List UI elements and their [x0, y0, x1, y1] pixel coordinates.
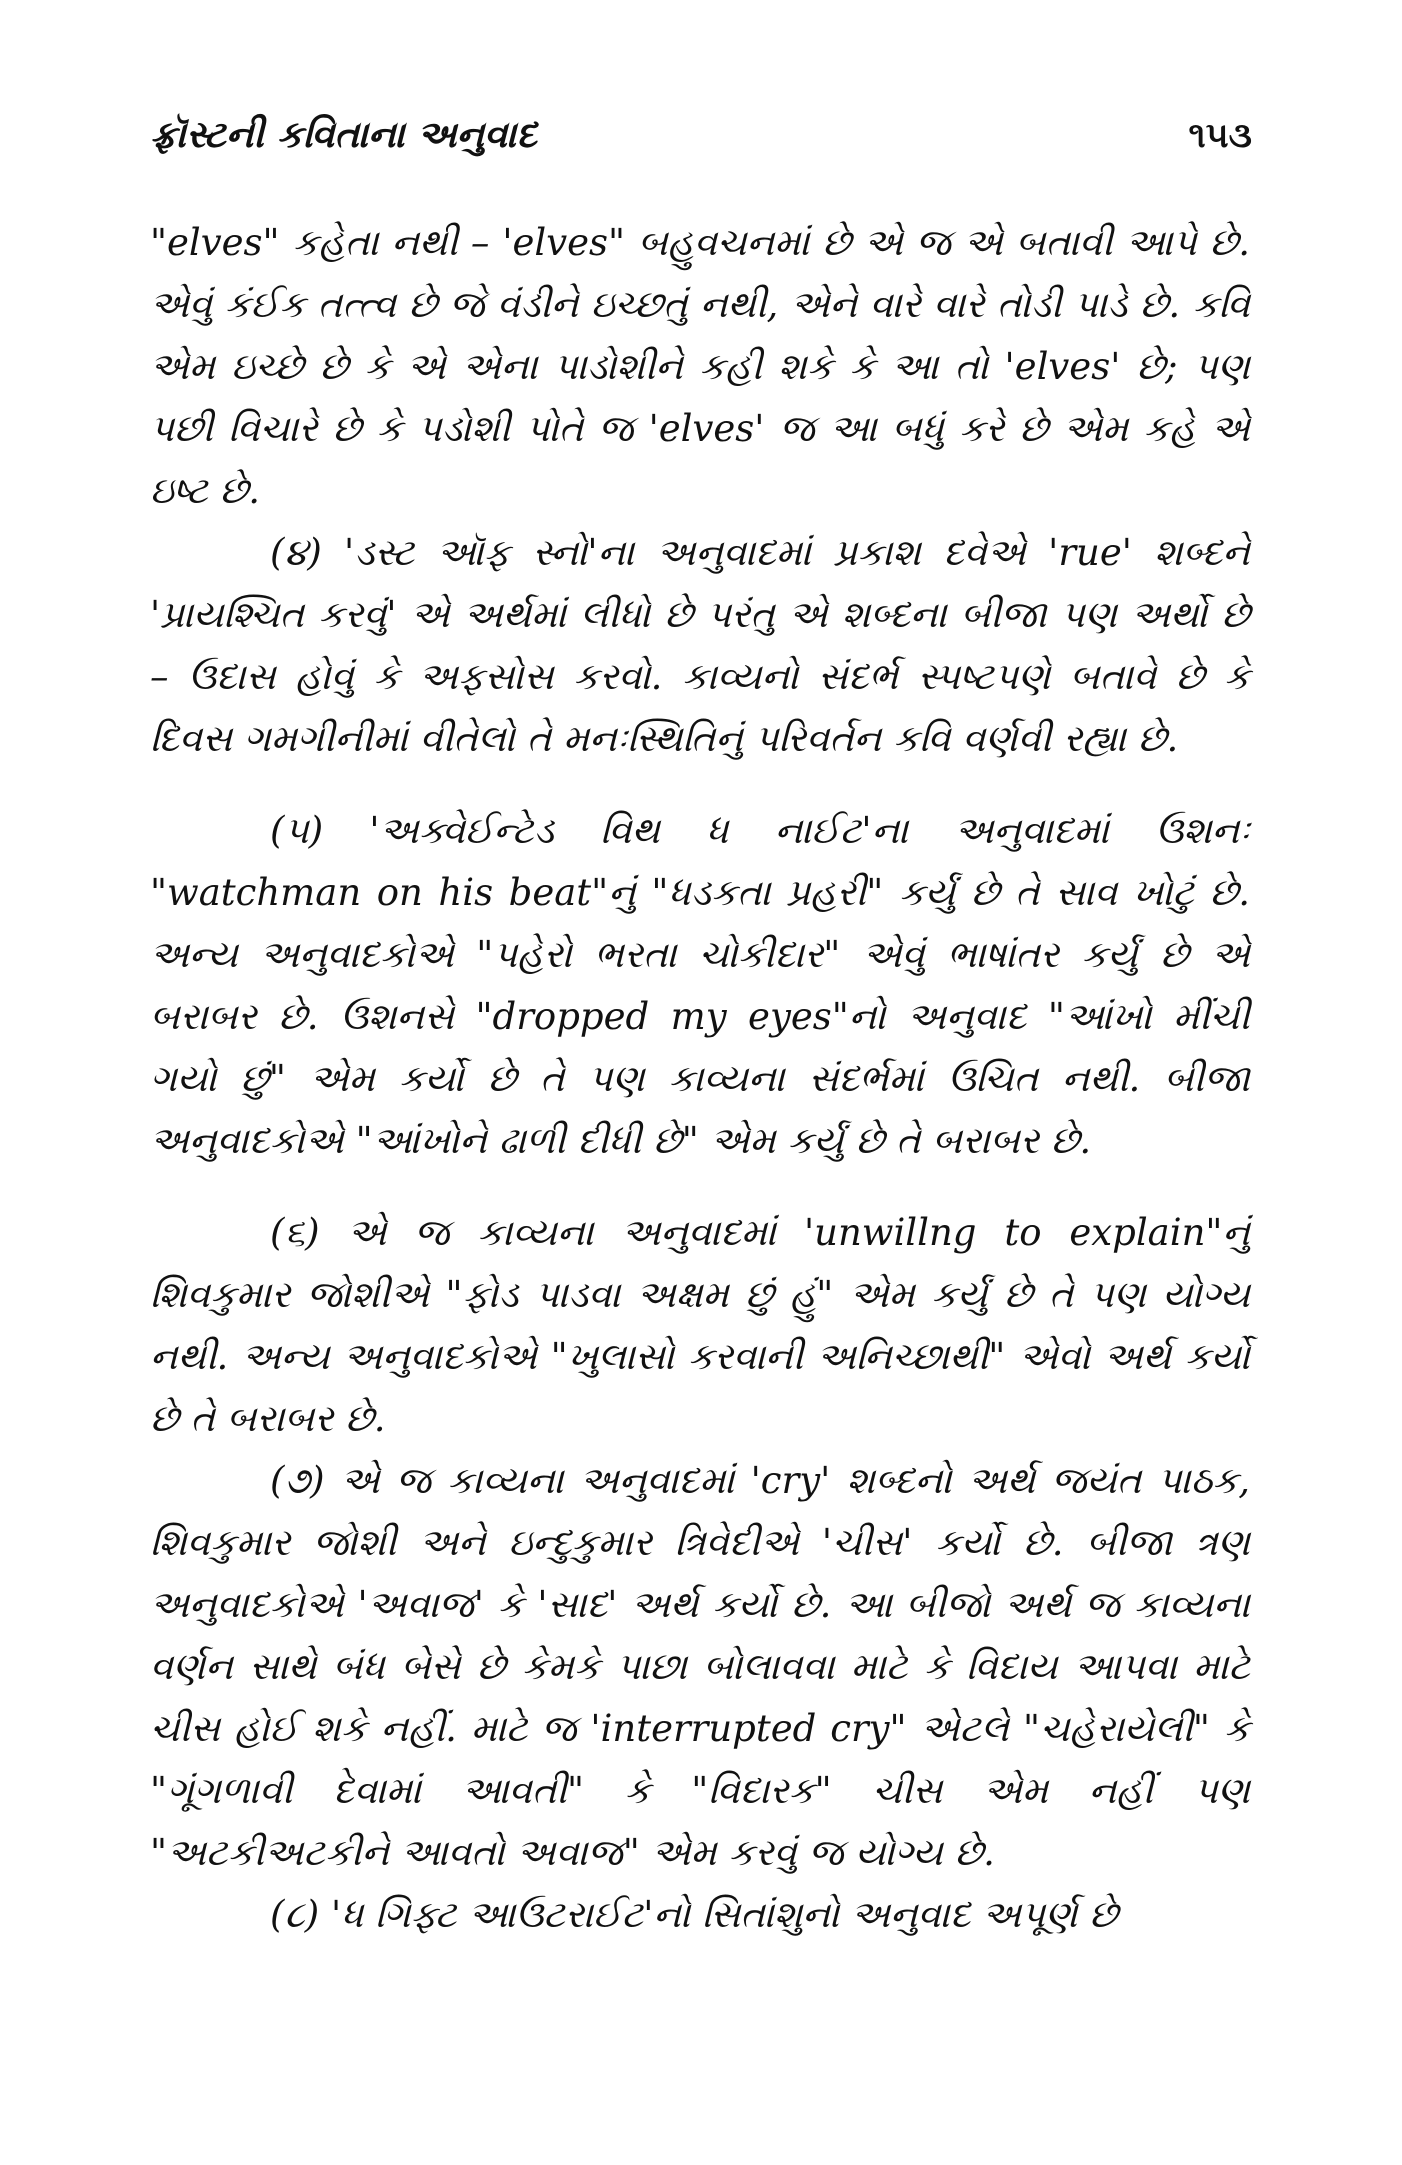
running-title: ફ્રૉસ્ટની કવિતાના અનુવાદ — [150, 112, 537, 156]
body-text — [150, 212, 1250, 1946]
paragraph-note-5: (૫) 'અક્વેઈન્ટેડ વિથ ધ નાઈટ'ના અનુવાદમાં ઉશનઃ "watchman on his beat"નું "ધડકતા પ્રહરી" કર્યું છે તે સાવ ખોટું છે. અન્ય અનુવાદકોએ "પહેરો ભરતા ચોકીદાર" એવું ભાષાંતર કર્યું છે એ બરાબર છે. ઉશનસે "dropped my eyes"નો અનુવાદ "આંખો મીંચી ગયો છું" એમ કર્યો છે તે પણ કાવ્યના સંદર્ભમાં ઉચિત નથી. બીજા અનુવાદકોએ "આંખોને ઢાળી દીધી છે" એમ કર્યું છે તે બરાબર છે. — [150, 809, 1250, 1162]
running-header — [150, 112, 1252, 172]
paragraph-continuation: "elves" કહેતા નથી – 'elves" બહુવચનમાં છે એ જ એ બતાવી આપે છે. એવું કંઈક તત્ત્વ છે જે વંડીને ઇચ્છતું નથી, એને વારે વારે તોડી પાડે છે. કવિ એમ ઇચ્છે છે કે એ એના પાડોશીને કહી શકે કે આ તો 'elves' છે; પણ પછી વિચારે છે કે પડોશી પોતે જ 'elves' જ આ બધું કરે છે એમ કહે એ ઇષ્ટ છે. — [150, 221, 1250, 512]
paragraph-note-4: (૪) 'ડસ્ટ ઑફ સ્નો'ના અનુવાદમાં પ્રકાશ દવેએ 'rue' શબ્દને 'પ્રાયશ્ચિત કરવું' એ અર્થમાં લીધો છે પરંતુ એ શબ્દના બીજા પણ અર્થો છે – ઉદાસ હોવું કે અફસોસ કરવો. કાવ્યનો સંદર્ભ સ્પષ્ટપણે બતાવે છે કે દિવસ ગમગીનીમાં વીતેલો તે મનઃસ્થિતિનું પરિવર્તન કવિ વર્ણવી રહ્યા છે. — [150, 531, 1250, 760]
paragraph-note-8: (૮) 'ધ ગિફ્ટ આઉટરાઈટ'નો સિતાંશુનો અનુવાદ અપૂર્ણ છે — [270, 1893, 1118, 1936]
page-number: ૧૫૩ — [1188, 115, 1252, 156]
paragraph-note-7: (૭) એ જ કાવ્યના અનુવાદમાં 'cry' શબ્દનો અર્થ જયંત પાઠક, શિવકુમાર જોશી અને ઇન્દુકુમાર ત્રિવેદીએ 'ચીસ' કર્યો છે. બીજા ત્રણ અનુવાદકોએ 'અવાજ' કે 'સાદ' અર્થ કર્યો છે. આ બીજો અર્થ જ કાવ્યના વર્ણન સાથે બંધ બેસે છે કેમકે પાછા બોલાવવા માટે કે વિદાય આપવા માટે ચીસ હોઈ શકે નહીં. માટે જ 'interrupted cry" એટલે "ચહેરાયેલી" કે "ગૂંગળાવી દેવામાં આવતી" કે "વિદારક" ચીસ એમ નહીં પણ "અટકીઅટકીને આવતો અવાજ" એમ કરવું જ યોગ્ય છે. — [150, 1459, 1250, 1874]
paragraph-note-6: (૬) એ જ કાવ્યના અનુવાદમાં 'unwillng to explain"નું શિવકુમાર જોશીએ "ફોડ પાડવા અક્ષમ છું હું" એમ કર્યું છે તે પણ યોગ્ય નથી. અન્ય અનુવાદકોએ "ખુલાસો કરવાની અનિચ્છાથી" એવો અર્થ કર્યો છે તે બરાબર છે. — [150, 1211, 1250, 1440]
